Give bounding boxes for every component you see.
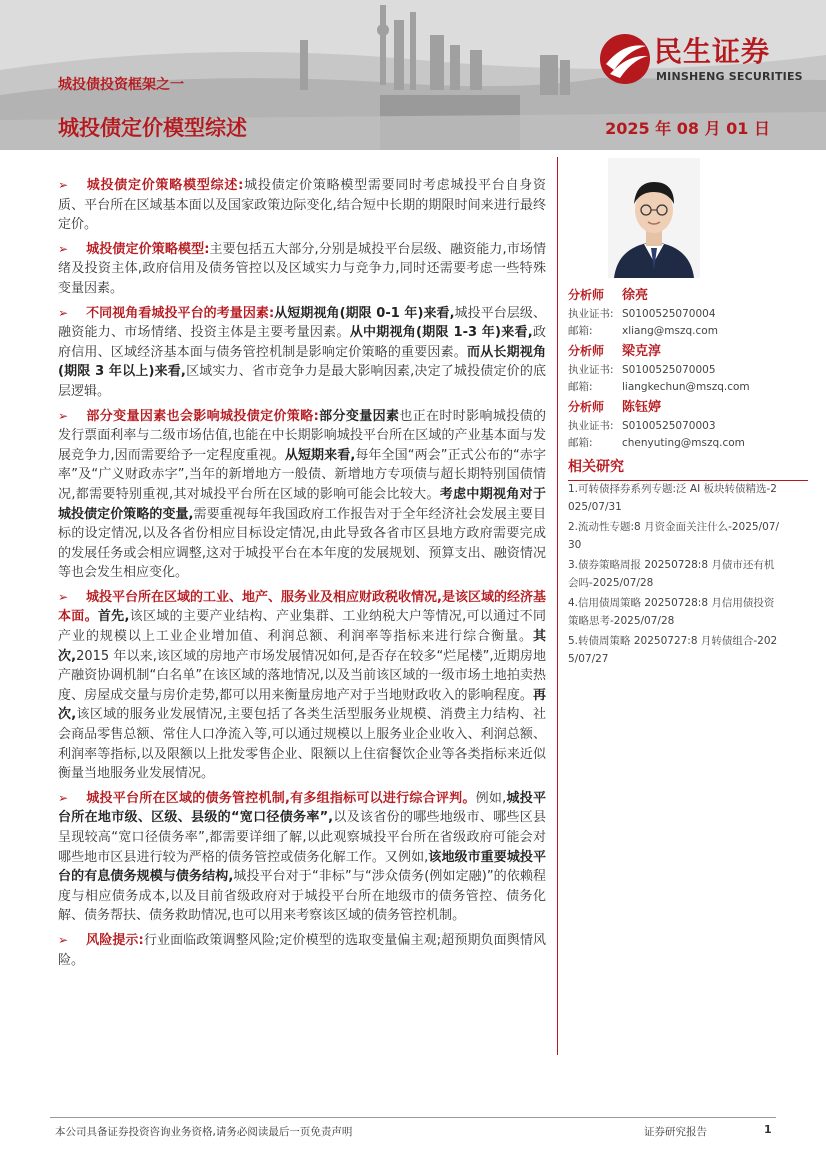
paragraph-bold: 从短期来看,	[284, 447, 356, 463]
analyst-name: 徐亮	[622, 288, 649, 303]
footer-report-type: 证券研究报告	[644, 1126, 707, 1138]
footer-divider	[50, 1117, 776, 1118]
paragraph-bold: 城投平台所在地市级、区级、县级的“宽口径债务率”,	[58, 790, 546, 826]
paragraph-lead: 城投债定价策略模型综述:	[86, 178, 244, 193]
paragraph-text: 城投债定价策略模型需要同时考虑城投平台自身资质、平台所在区域基本面以及国家政策边际变化,结合短中长期的期限时间来进行最终定价。	[58, 178, 546, 233]
paragraph-text: 城投平台层级、融资能力、市场情绪、投资主体是主要考量因素。	[58, 305, 546, 341]
analyst-entry	[568, 340, 798, 396]
paragraph-model	[58, 240, 546, 299]
related-research-item[interactable]: 3.债券策略周报 20250728:8 月债市还有机会吗-2025/07/28	[568, 559, 775, 589]
paragraph-perspectives	[58, 304, 546, 402]
paragraph-text: 主要包括五大部分,分别是城投平台层级、融资能力,市场情绪及投资主体,政府信用及债务管控以及区域实力与竞争力,同时还需要考虑一些特殊变量因素。	[58, 241, 547, 296]
paragraph-debt-control	[58, 789, 546, 926]
analyst-cert: S0100525070005	[622, 364, 716, 376]
paragraph-bold: 部分变量因素	[318, 408, 400, 424]
related-research-item[interactable]: 5.转债周策略 20250727:8 月转债组合-2025/07/27	[568, 635, 778, 665]
footer-disclaimer: 本公司具备证券投资咨询业务资格,请务必阅读最后一页免责声明	[55, 1126, 353, 1138]
analyst-email[interactable]: liangkechun@mszq.com	[622, 381, 750, 393]
main-content	[58, 176, 546, 975]
analyst-role: 分析师	[568, 344, 605, 358]
paragraph-fundamentals	[58, 588, 546, 784]
paragraph-lead: 城投平台所在区域的债务管控机制,	[86, 790, 290, 806]
paragraph-text: 例如,	[475, 790, 507, 806]
page-number: 1	[764, 1123, 772, 1136]
mail-label: 邮箱:	[568, 437, 593, 449]
bullet-arrow-icon: ➢	[58, 589, 69, 604]
paragraph-bold: 从短期视角(期限 0-1 年)来看,	[274, 305, 455, 321]
mail-label: 邮箱:	[568, 381, 593, 393]
paragraph-text: 该区域的主要产业结构、产业集群、工业纳税大户等情况,可以通过不同产业的规模以上工业企业增加值、利润总额、利润率等指标来进行综合衡量。	[58, 609, 546, 645]
paragraph-bold: 从中期视角(期限 1-3 年)来看,	[349, 325, 533, 341]
mail-label: 邮箱:	[568, 325, 593, 337]
paragraph-text: 区域实力、省市竞争力是最大影响因素,决定了城投债定价的底层逻辑。	[58, 364, 547, 399]
paragraph-text: 行业面临政策调整风险;定价模型的选取变量偏主观;超预期负面舆情风险。	[58, 932, 546, 968]
related-research-list	[568, 480, 780, 670]
report-title: 城投债定价模型综述	[58, 116, 247, 140]
cert-label: 执业证书:	[568, 308, 614, 320]
logo-text-cn: 民生证券	[654, 35, 771, 68]
related-research-heading: 相关研究	[568, 456, 808, 481]
analyst-name: 梁克淳	[622, 344, 662, 359]
analyst-role: 分析师	[568, 288, 605, 302]
paragraph-bold: 考虑中期视角对于城投债定价策略的变量,	[58, 486, 546, 522]
paragraph-text: 该区域的服务业发展情况,主要包括了各类生活型服务业规模、消费主力结构、社会商品零售总额、常住人口净流入等,可以通过规模以上服务业企业收入、利润总额、利润率等指标,以及限额以上批发零售企业、限额以上住宿餐饮企业等各类指标来近似衡量当地服务业发展情况。	[58, 707, 546, 782]
paragraph-bold: 首先,	[97, 609, 130, 625]
paragraph-lead: 城投债定价策略模型:	[86, 241, 210, 257]
analyst-name: 陈钰婷	[622, 400, 662, 415]
analyst-entry	[568, 284, 798, 340]
bullet-arrow-icon: ➢	[58, 241, 69, 256]
paragraph-bold: 而从长期视角(期限 3 年以上)来看,	[58, 344, 546, 380]
paragraph-text: 以及该省份的哪些地级市、哪些区县呈现较高“宽口径债务率”,都需要详细了解,以此观察城投平台所在省级政府可能会对哪些地市区县进行较为严格的债务管控或债务化解工作。又例如,	[58, 810, 546, 865]
paragraph-bold: 其次,	[58, 629, 546, 664]
related-research-item[interactable]: 2.流动性专题:8 月资金面关注什么-2025/07/30	[568, 521, 780, 551]
report-series-subtitle: 城投债投资框架之一	[58, 77, 184, 93]
paragraph-lead: 部分变量因素也会影响城投债定价策略:	[86, 408, 319, 424]
column-divider	[557, 157, 558, 1055]
paragraph-bold: 再次,	[58, 687, 546, 723]
analyst-portrait-image	[608, 158, 700, 278]
paragraph-bold: 该地级市重要城投平台的有息债务规模与债务结构,	[58, 849, 546, 885]
paragraph-lead: 城投平台所在区域的工业、地产、服务业及相应财政税收情况,是该区域的经济基本面。	[58, 589, 546, 625]
paragraph-text: 也正在时时影响城投债的发行票面利率与二级市场估值,也能在中长期影响城投平台所在区域的产业基本面与发展竞争力,因而需要给予一定程度重视。	[58, 408, 546, 463]
analyst-email[interactable]: xliang@mszq.com	[622, 325, 718, 337]
bullet-arrow-icon: ➢	[58, 408, 69, 423]
cert-label: 执业证书:	[568, 420, 614, 432]
analyst-entry	[568, 396, 798, 452]
paragraph-text: 城投平台对于“非标”与“涉众债务(例如定融)”的依赖程度与相应债务成本,以及目前省级政府对于城投平台所在地级市的债务管控、债务化解、债务帮扶、债务救助情况,也可以用来考察该区域的债务管控机制。	[58, 869, 546, 924]
logo-mark-icon	[598, 32, 652, 86]
paragraph-lead: 风险提示:	[86, 932, 144, 948]
paragraph-text: 政府信用、区域经济基本面与债务管控机制是影响定价策略的重要因素。	[58, 325, 546, 360]
analyst-photo	[608, 158, 700, 278]
logo-text-en: MINSHENG SECURITIES	[656, 70, 803, 83]
related-research-item[interactable]: 4.信用债周策略 20250728:8 月信用债投资策略思考-2025/07/28	[568, 597, 775, 627]
analyst-cert: S0100525070003	[622, 420, 716, 432]
company-logo	[598, 30, 803, 90]
bullet-arrow-icon: ➢	[58, 305, 69, 320]
analyst-role: 分析师	[568, 400, 605, 414]
paragraph-text: 每年全国“两会”正式公布的“赤字率”及“广义财政赤字”,当年的新增地方一般债、新增地方专项债与超长期特别国债情况,都需要特别重视,其对城投平台所在区域的影响可能会比较大。	[58, 447, 546, 502]
related-research-item[interactable]: 1.可转债择券系列专题:泛 AI 板块转债精选-2025/07/31	[568, 483, 777, 513]
paragraph-variables	[58, 407, 546, 583]
paragraph-risk	[58, 931, 546, 970]
analyst-cert: S0100525070004	[622, 308, 716, 320]
paragraph-lead: 有多组指标可以进行综合评判。	[289, 790, 476, 806]
header-banner	[0, 0, 826, 150]
cert-label: 执业证书:	[568, 364, 614, 376]
analyst-email[interactable]: chenyuting@mszq.com	[622, 437, 745, 449]
report-date: 2025 年 08 月 01 日	[605, 119, 770, 138]
bullet-arrow-icon: ➢	[58, 932, 69, 947]
paragraph-lead: 不同视角看城投平台的考量因素:	[86, 305, 275, 321]
bullet-arrow-icon: ➢	[58, 790, 69, 805]
paragraph-overview	[58, 176, 546, 235]
bullet-arrow-icon: ➢	[58, 178, 69, 192]
paragraph-text: 2015 年以来,该区域的房地产市场发展情况如何,是否存在较多“烂尾楼”,近期房地产融资协调机制“白名单”在该区域的落地情况,以及当前该区域的一级市场土地拍卖热度、房屋成交量与房价走势,都可以用来衡量房地产对于当地财政收入的影响程度。	[58, 648, 546, 703]
analyst-list	[568, 284, 798, 452]
paragraph-text: 需要重视每年我国政府工作报告对于全年经济社会发展主要目标的设定情况,以及各省份相应目标设定情况,由此导致各省市区县地方政府需要完成的发展任务或会相应调整,这对于城投平台在本年度的发展规划、预算支出、融资情况等也会发生相应变化。	[58, 506, 546, 581]
